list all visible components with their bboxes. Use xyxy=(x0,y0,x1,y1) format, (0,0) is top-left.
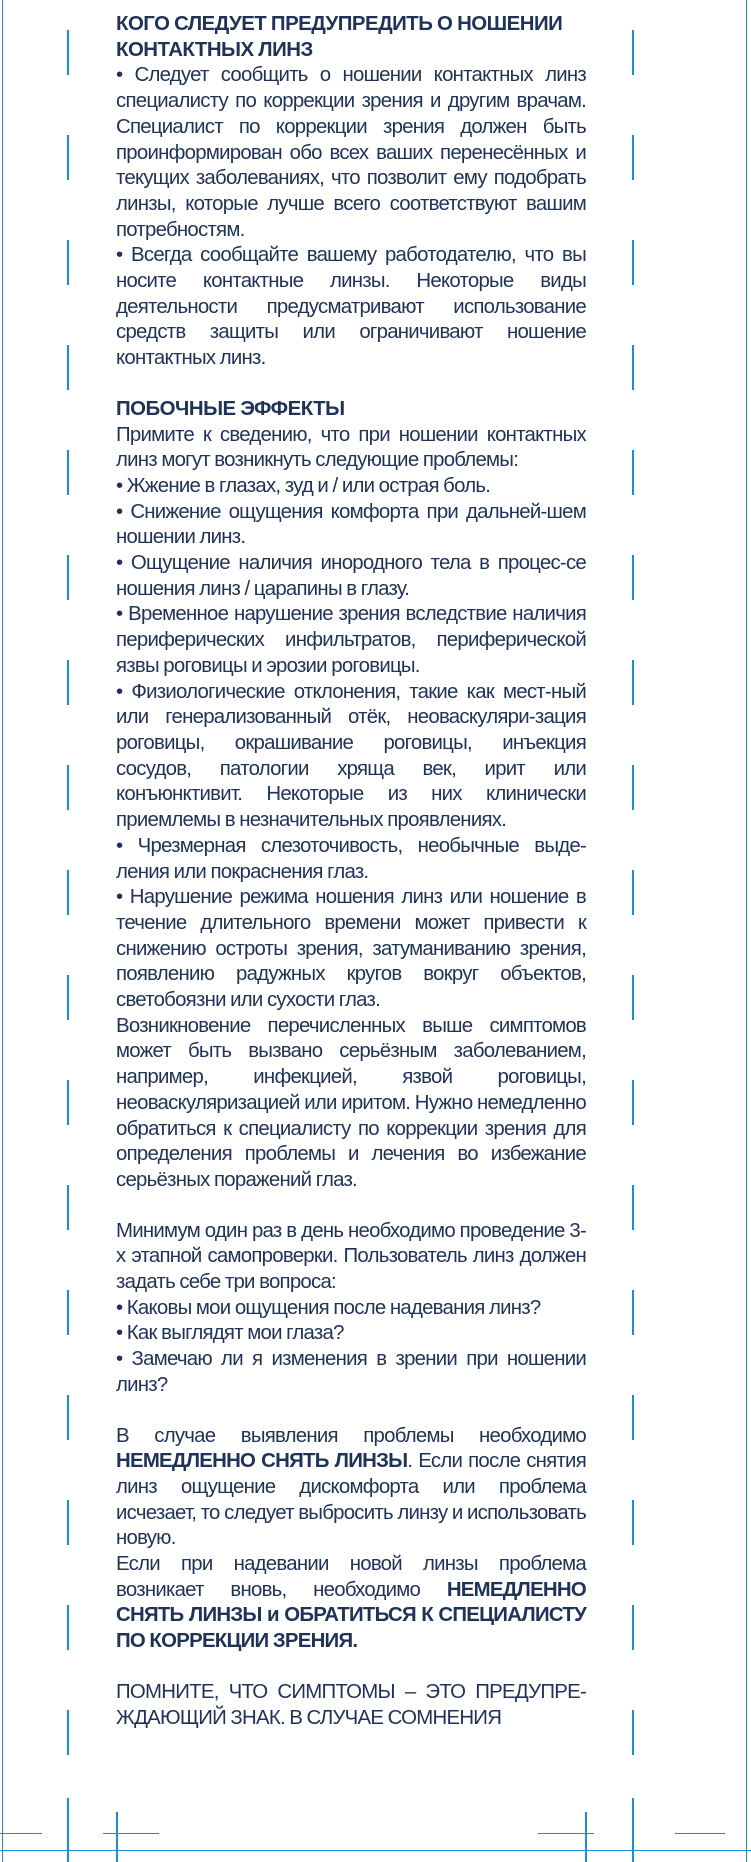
paragraph-remember: ПОМНИТЕ, ЧТО СИМПТОМЫ – ЭТО ПРЕДУПРЕ-ЖДАЮЩИЙ ЗНАК. В СЛУЧАЕ СОМНЕНИЯ xyxy=(116,1680,586,1729)
guide-dash-left xyxy=(67,450,69,495)
guide-dash-right xyxy=(632,1710,634,1755)
guide-dash-left xyxy=(67,1185,69,1230)
guide-dash-left xyxy=(67,135,69,180)
text-run: . Если после снятия линз ощущение дискомфорта или проблема исчезает, то следует выбросить линзу и использовать новую. xyxy=(116,1450,586,1550)
paragraph-consult-specialist xyxy=(116,1552,586,1655)
guide-dash-right xyxy=(632,135,634,180)
guide-dash-right xyxy=(632,345,634,390)
guide-dash-left xyxy=(67,870,69,915)
text-run: Если при надевании новой линзы проблема возникает вновь, необходимо xyxy=(116,1553,586,1601)
paragraph-outro: Возникновение перечисленных выше симптомов может быть вызвано серьёзным заболеванием, например, инфекцией, язвой роговицы, неоваскуляризацией или иритом. Нужно немедленно обратиться к специалисту по коррекции зрения для определения проблемы и лечения во избежание серьёзных поражений глаз. xyxy=(116,1014,586,1191)
guide-dash-bottom xyxy=(0,1833,42,1834)
paragraph-self-check: Минимум один раз в день необходимо проведение 3-х этапной самопроверки. Пользователь линз должен задать себе три вопроса: xyxy=(116,1219,586,1294)
guide-dash-right xyxy=(632,30,634,75)
guide-dash-left xyxy=(67,660,69,705)
list-item: • Чрезмерная слезоточивость, необычные выде-ления или покраснения глаз. xyxy=(116,834,586,883)
list-item: • Физиологические отклонения, такие как мест-ный или генерализованный отёк, неоваскуляри-зация роговицы, окрашивание роговицы, инъекция сосудов, патологии хряща век, ирит или конъюнктивит. Некоторые из них клинически приемлемы в незначительных проявлениях. xyxy=(116,680,586,832)
guide-dash-right xyxy=(632,1290,634,1335)
list-item: • Жжение в глазах, зуд и / или острая боль. xyxy=(116,474,491,497)
guide-tick xyxy=(116,1812,118,1862)
paragraph-item: • Следует сообщить о ношении контактных линз специалисту по коррекции зрения и другим врачам. Специалист по коррекции зрения должен быть проинформирован обо всех ваших перенесённых и текущих заболеваниях, что позволит ему подобрать линзы, которые лучше всего соответствуют вашим потребностям. xyxy=(116,64,586,241)
guide-dash-right xyxy=(632,1080,634,1125)
question-item: • Как выглядят мои глаза? xyxy=(116,1322,344,1345)
guide-dash-right xyxy=(632,240,634,285)
guide-dash-right xyxy=(632,870,634,915)
guide-dash-right xyxy=(632,1395,634,1440)
emphasis-consult-specialist: НЕМЕДЛЕННО СНЯТЬ ЛИНЗЫ и ОБРАТИТЬСЯ К СПЕЦИАЛИСТУ ПО КОРРЕКЦИИ ЗРЕНИЯ. xyxy=(116,1578,586,1653)
list-item: • Снижение ощущения комфорта при дальней-шем ношении линз. xyxy=(116,500,586,549)
guide-dash-right xyxy=(632,1185,634,1230)
paragraph-remove-lenses xyxy=(116,1424,586,1553)
paragraph-intro: Примите к сведению, что при ношении контактных линз могут возникнуть следующие проблемы: xyxy=(116,423,586,472)
guide-dash-left xyxy=(67,345,69,390)
guide-dash-bottom xyxy=(103,1833,159,1834)
guide-line-left xyxy=(2,0,3,1862)
guide-tick xyxy=(585,1812,587,1862)
guide-dash-left xyxy=(67,1395,69,1440)
guide-dash-right xyxy=(632,975,634,1020)
question-item: • Каковы мои ощущения после надевания линз? xyxy=(116,1296,541,1319)
heading-side-effects: ПОБОЧНЫЕ ЭФФЕКТЫ xyxy=(116,397,345,420)
guide-dash-left xyxy=(67,1290,69,1335)
instruction-text xyxy=(116,12,586,1731)
guide-dash-left xyxy=(67,1500,69,1545)
question-item: • Замечаю ли я изменения в зрении при ношении линз? xyxy=(116,1348,586,1396)
guide-tick xyxy=(632,1798,634,1862)
list-item: • Нарушение режима ношения линз или ношение в течение длительного времени может привести к снижению остроты зрения, затуманиванию зрения, появлению радужных кругов вокруг объектов, светобоязни или сухости глаз. xyxy=(116,886,586,1012)
guide-line-right xyxy=(746,0,747,1862)
text-run: В случае выявления проблемы необходимо xyxy=(116,1424,586,1447)
guide-line-bottom xyxy=(0,1850,751,1851)
guide-dash-right xyxy=(632,765,634,810)
paragraph-item: • Всегда сообщайте вашему работодателю, что вы носите контактные линзы. Некоторые виды деятельности предусматривают использование средств защиты или ограничивают ношение контактных линз. xyxy=(116,244,586,370)
emphasis-remove-lenses: НЕМЕДЛЕННО СНЯТЬ ЛИНЗЫ xyxy=(116,1450,408,1473)
guide-dash-left xyxy=(67,555,69,600)
guide-dash-left xyxy=(67,30,69,75)
guide-dash-bottom xyxy=(675,1833,725,1834)
guide-dash-left xyxy=(67,240,69,285)
heading-who-to-inform: КОГО СЛЕДУЕТ ПРЕДУПРЕДИТЬ О НОШЕНИИ КОНТАКТНЫХ ЛИНЗ xyxy=(116,13,563,61)
guide-dash-right xyxy=(632,660,634,705)
guide-dash-right xyxy=(632,1500,634,1545)
guide-dash-right xyxy=(632,1605,634,1650)
list-item: • Ощущение наличия инородного тела в процес-се ношения линз / царапины в глазу. xyxy=(116,552,586,600)
guide-dash-left xyxy=(67,975,69,1020)
list-item: • Временное нарушение зрения вследствие наличия периферических инфильтратов, периферической язвы роговицы и эрозии роговицы. xyxy=(116,603,586,677)
guide-dash-right xyxy=(632,555,634,600)
guide-dash-left xyxy=(67,1605,69,1650)
guide-tick xyxy=(67,1798,69,1862)
guide-dash-left xyxy=(67,1710,69,1755)
guide-dash-left xyxy=(67,765,69,810)
guide-dash-right xyxy=(632,450,634,495)
guide-dash-left xyxy=(67,1080,69,1125)
